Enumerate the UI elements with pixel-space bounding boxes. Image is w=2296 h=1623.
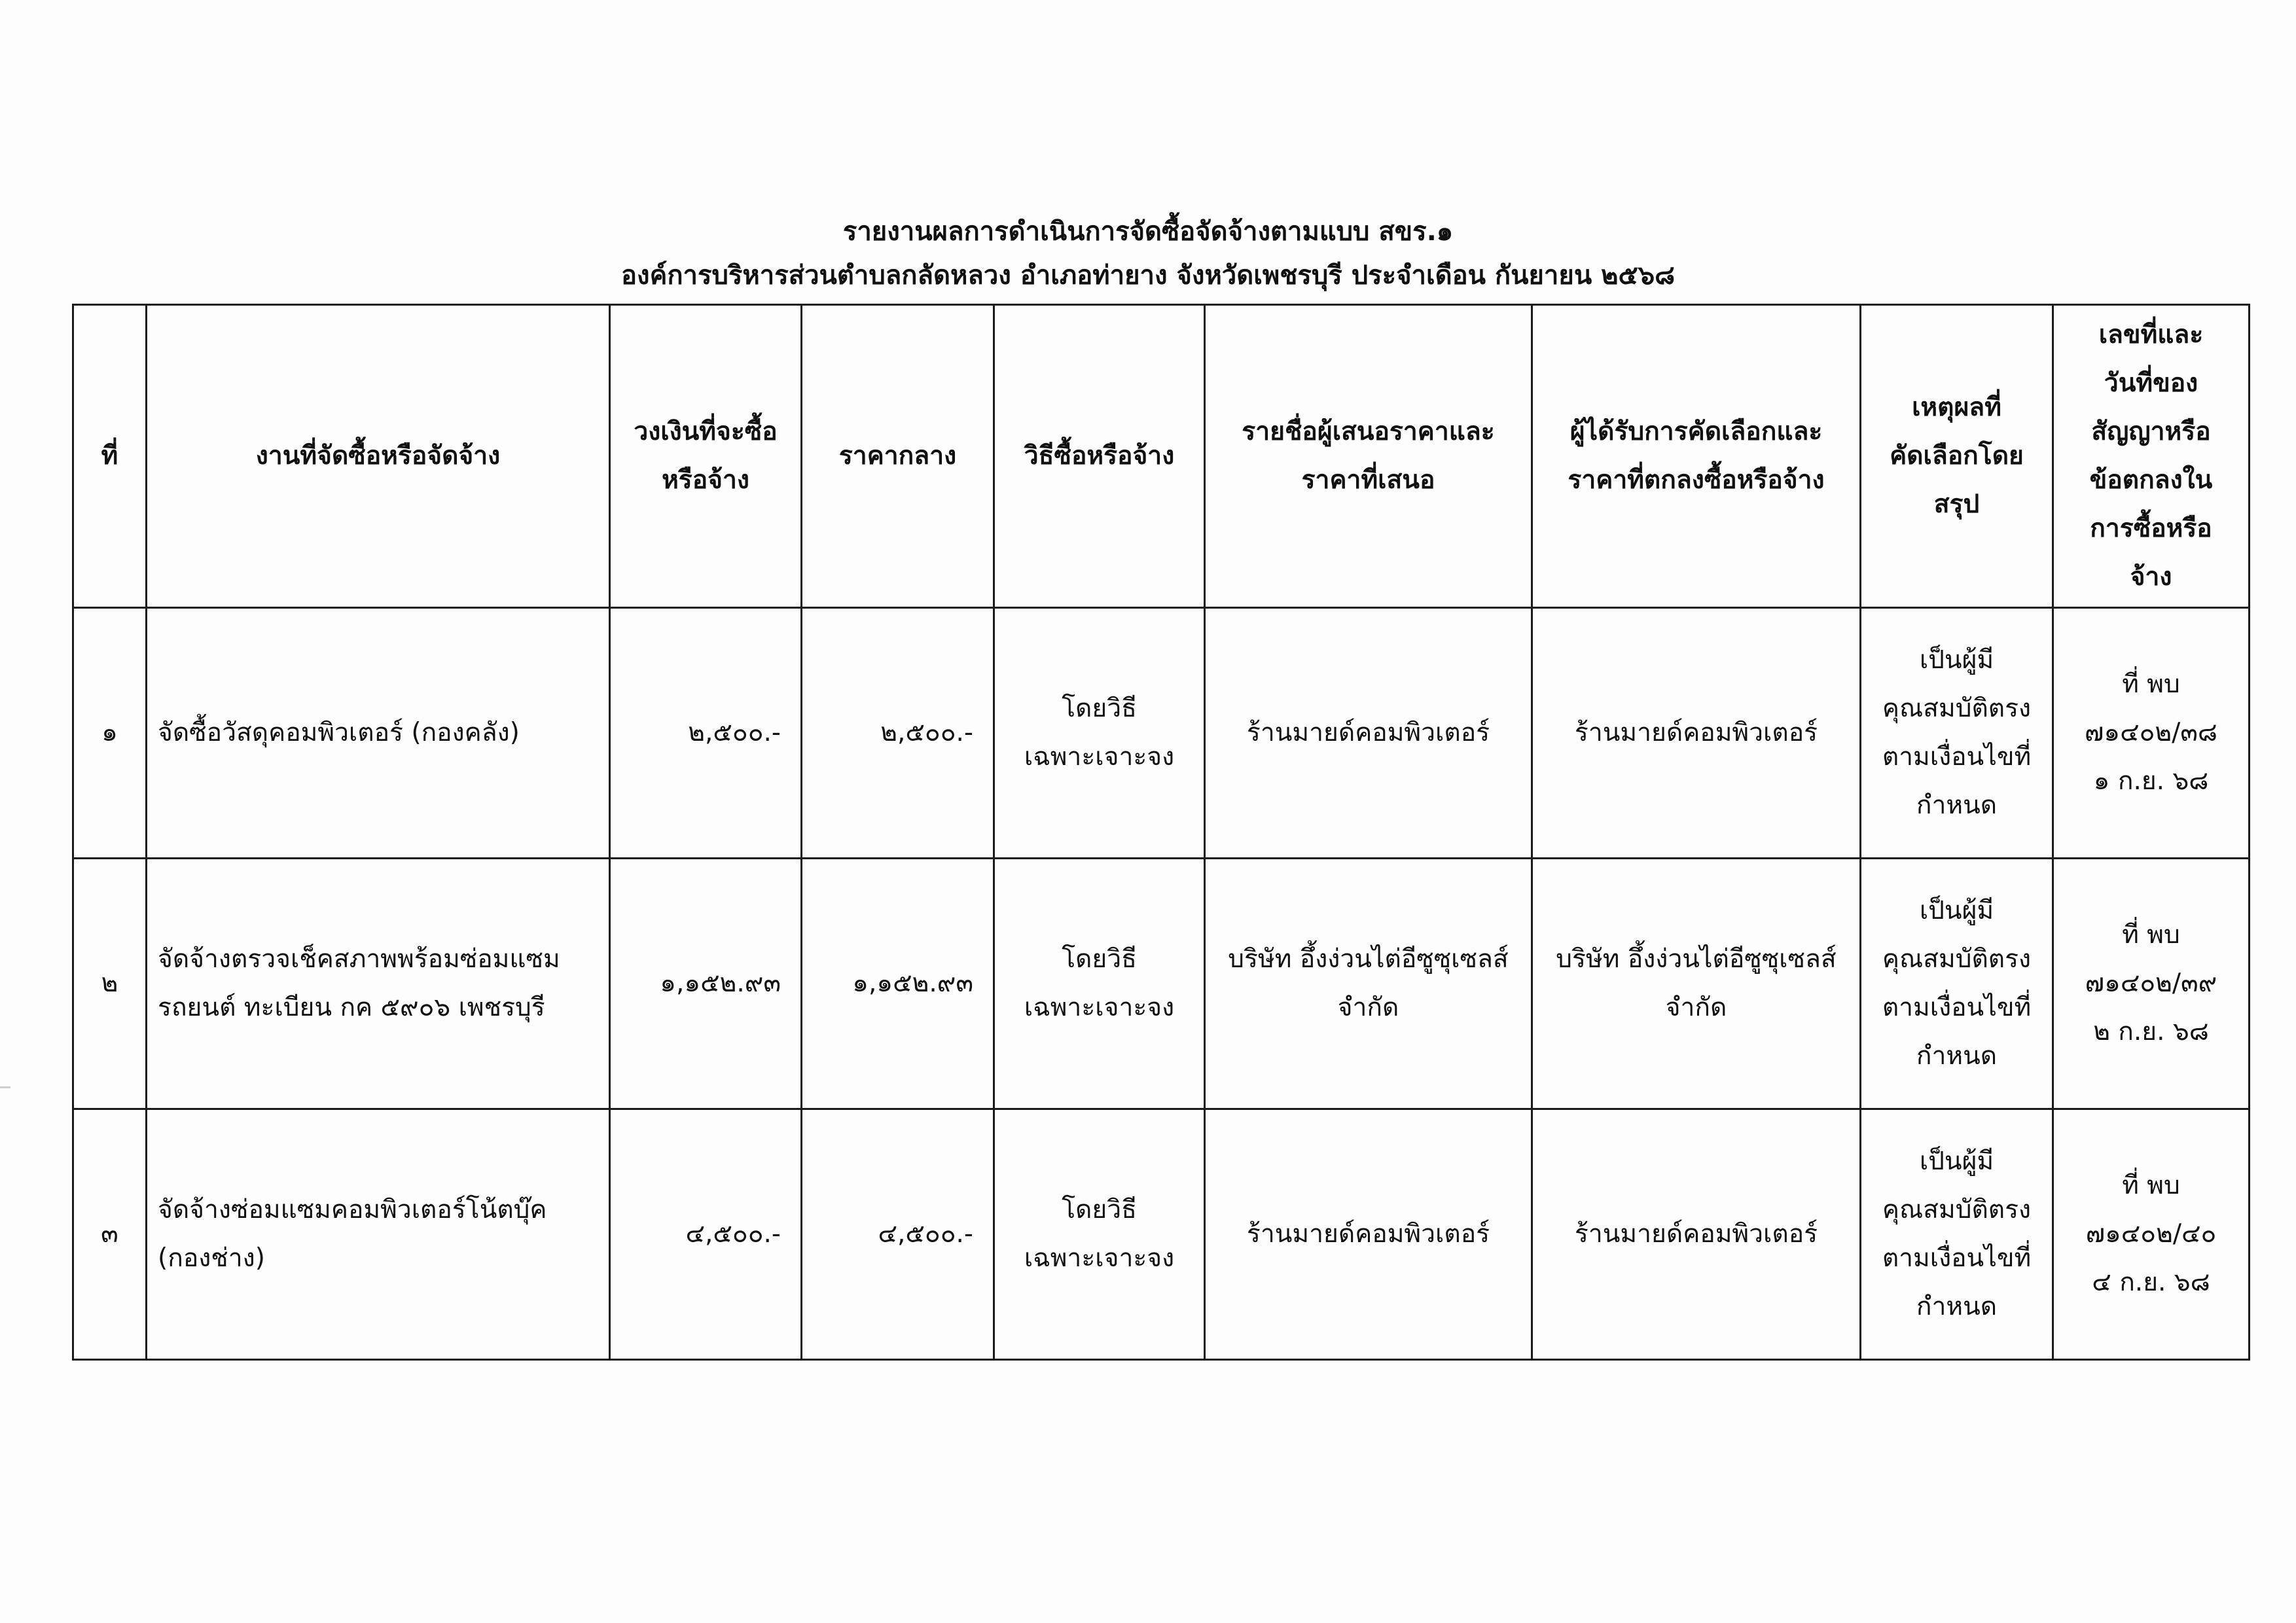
procurement-table: [72, 304, 2250, 1361]
scan-edge-mark: [0, 1086, 10, 1088]
contract-cell: ที่ พบ ๗๑๔๐๒/๓๘ ๑ ก.ย. ๖๘: [2053, 608, 2250, 859]
method-cell: โดยวิธี เฉพาะเจาะจง: [994, 1109, 1205, 1360]
report-subtitle: องค์การบริหารส่วนตำบลกลัดหลวง อำเภอท่ายาง จังหวัดเพชรบุรี ประจำเดือน กันยายน ๒๕๖๘: [621, 260, 1675, 291]
bidder-cell: ร้านมายด์คอมพิวเตอร์: [1205, 608, 1532, 859]
header-no: ที่: [73, 305, 147, 608]
task-cell: จัดจ้างซ่อมแซมคอมพิวเตอร์โน้ตบุ๊ค (กองช่าง): [147, 1109, 610, 1360]
bidder-cell: บริษัท อึ้งง่วนไต่อีซูซุเซลส์ จำกัด: [1205, 859, 1532, 1109]
bidder-cell: ร้านมายด์คอมพิวเตอร์: [1205, 1109, 1532, 1360]
method-cell: โดยวิธี เฉพาะเจาะจง: [994, 859, 1205, 1109]
table-row: [73, 1109, 2250, 1360]
row-number: ๒: [73, 859, 147, 1109]
row-number: ๑: [73, 608, 147, 859]
contract-cell: ที่ พบ ๗๑๔๐๒/๔๐ ๔ ก.ย. ๖๘: [2053, 1109, 2250, 1360]
contract-cell: ที่ พบ ๗๑๔๐๒/๓๙ ๒ ก.ย. ๖๘: [2053, 859, 2250, 1109]
header-winner: ผู้ได้รับการคัดเลือกและ ราคาที่ตกลงซื้อหรือจ้าง: [1532, 305, 1861, 608]
table-header-row: [73, 305, 2250, 608]
method-cell: โดยวิธี เฉพาะเจาะจง: [994, 608, 1205, 859]
median-price-cell: ๑,๑๕๒.๙๓: [802, 859, 994, 1109]
header-task: งานที่จัดซื้อหรือจัดจ้าง: [147, 305, 610, 608]
median-price-cell: ๔,๕๐๐.-: [802, 1109, 994, 1360]
header-budget: วงเงินที่จะซื้อ หรือจ้าง: [610, 305, 802, 608]
budget-cell: ๔,๕๐๐.-: [610, 1109, 802, 1360]
row-number: ๓: [73, 1109, 147, 1360]
reason-cell: เป็นผู้มี คุณสมบัติตรง ตามเงื่อนไขที่ กำหนด: [1861, 859, 2053, 1109]
header-reason: เหตุผลที่ คัดเลือกโดย สรุป: [1861, 305, 2053, 608]
winner-cell: ร้านมายด์คอมพิวเตอร์: [1532, 608, 1861, 859]
table-row: [73, 859, 2250, 1109]
header-method: วิธีซื้อหรือจ้าง: [994, 305, 1205, 608]
reason-cell: เป็นผู้มี คุณสมบัติตรง ตามเงื่อนไขที่ กำหนด: [1861, 1109, 2053, 1360]
task-cell: จัดซื้อวัสดุคอมพิวเตอร์ (กองคลัง): [147, 608, 610, 859]
header-median-price: ราคากลาง: [802, 305, 994, 608]
table-row: [73, 608, 2250, 859]
report-title: รายงานผลการดำเนินการจัดซื้อจัดจ้างตามแบบ สขร.๑: [842, 217, 1454, 247]
winner-cell: บริษัท อึ้งง่วนไต่อีซูซุเซลส์ จำกัด: [1532, 859, 1861, 1109]
header-bidders: รายชื่อผู้เสนอราคาและ ราคาที่เสนอ: [1205, 305, 1532, 608]
budget-cell: ๒,๕๐๐.-: [610, 608, 802, 859]
budget-cell: ๑,๑๕๒.๙๓: [610, 859, 802, 1109]
reason-cell: เป็นผู้มี คุณสมบัติตรง ตามเงื่อนไขที่ กำหนด: [1861, 608, 2053, 859]
task-cell: จัดจ้างตรวจเช็คสภาพพร้อมซ่อมแซม รถยนต์ ทะเบียน กค ๕๙๐๖ เพชรบุรี: [147, 859, 610, 1109]
header-contract: เลขที่และ วันที่ของ สัญญาหรือ ข้อตกลงใน การซื้อหรือ จ้าง: [2053, 305, 2250, 608]
winner-cell: ร้านมายด์คอมพิวเตอร์: [1532, 1109, 1861, 1360]
median-price-cell: ๒,๕๐๐.-: [802, 608, 994, 859]
